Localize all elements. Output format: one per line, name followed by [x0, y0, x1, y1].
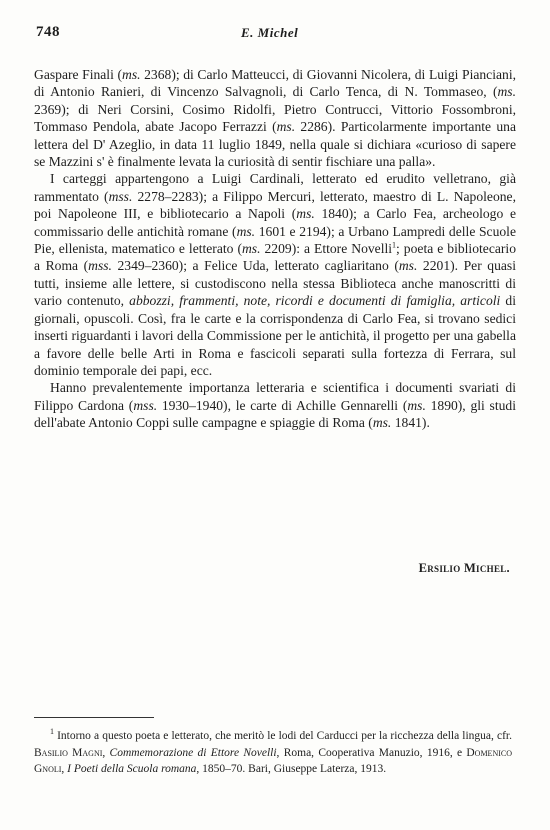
- text-run: , Roma, Cooperativa Manuzio, 1916, e: [276, 746, 467, 759]
- italic-text: ms.: [276, 119, 296, 135]
- footnote-divider: [34, 717, 154, 718]
- italic-text: mss.: [108, 188, 133, 204]
- footnote-marker: 1: [50, 727, 54, 737]
- page-header: [36, 24, 516, 44]
- text-run: Intorno a questo poeta e letterato, che meritò le lodi del Carducci per la ricchezza della lingua, cfr.: [54, 730, 512, 742]
- text-run: 1930–1940), le carte di Achille Gennarelli (: [157, 397, 408, 413]
- italic-text: ms.: [407, 397, 426, 413]
- text-run: 2209): a Ettore Novelli: [260, 241, 393, 257]
- footnote-text: [34, 728, 512, 778]
- italic-text: ms.: [497, 84, 516, 100]
- text-run: ; poeta e bibliotecario a Roma (: [34, 241, 516, 274]
- text-run: 2286). Particolarmente importante una lettera del D' Azeglio, in data 11 luglio 1849, nella quale si dichiara «curioso di sapere se Mazzini s' è finalmente levata la curiosità di sentir fischiare una palla».: [34, 119, 516, 170]
- footnote: [34, 728, 512, 778]
- italic-text: ms.: [296, 206, 315, 222]
- text-run: , 1850–70. Bari, Giuseppe Laterza, 1913.: [196, 763, 387, 775]
- footnote-marker: 1: [392, 240, 397, 250]
- italic-text: ms.: [398, 258, 418, 274]
- paragraph: [34, 379, 516, 431]
- text-run: Gaspare Finali (: [34, 67, 122, 82]
- text-run: I carteggi appartengono a Luigi Cardinali, letterato ed erudito velletrano, già rammentato (: [34, 171, 516, 204]
- small-caps-name: Domenico Gnoli: [34, 746, 512, 775]
- italic-text: mss.: [133, 397, 158, 413]
- small-caps-name: Basilio Magni: [34, 746, 103, 759]
- paragraph: [34, 170, 516, 379]
- text-run: ,: [61, 763, 68, 775]
- text-run: 1601 e 2194); a Urbano Lampredi delle Scuole Pie, ellenista, matematico e letterato (: [34, 223, 516, 257]
- italic-text: ms.: [122, 67, 141, 82]
- text-run: 1890), gli studi dell'abate Antonio Coppi sulle campagne e spiaggie di Roma (: [34, 397, 516, 431]
- italic-text: ms.: [236, 223, 256, 239]
- italic-text: ms.: [372, 415, 392, 431]
- text-run: 2278–2283); a Filippo Mercuri, letterato, maestro di L. Napoleone, poi Napoleone III, e bibliotecario a Napoli (: [34, 188, 516, 222]
- text-run: 2201). Per quasi tutti, insieme alle lettere, si custodiscono nella stessa Biblioteca anche manoscritti di vario contenuto,: [34, 258, 516, 309]
- author-signature: Ersilio Michel.: [418, 561, 510, 575]
- italic-text: abbozzi, frammenti, note, ricordi e documenti di famiglia, articoli: [129, 293, 501, 309]
- text-run: 1841).: [391, 415, 430, 431]
- text-run: Hanno prevalentemente importanza letteraria e scientifica i documenti svariati di Filippo Cardona (: [34, 380, 516, 413]
- text-run: ,: [102, 746, 110, 759]
- italic-text: I Poeti della Scuola romana: [67, 763, 197, 775]
- italic-text: Commemorazione di Ettore Novelli: [109, 746, 277, 759]
- body-text: [34, 66, 516, 432]
- italic-text: mss.: [88, 258, 112, 274]
- text-run: 1840); a Carlo Fea, archeologo e commissario delle antichità romane (: [34, 206, 516, 239]
- italic-text: ms.: [241, 241, 261, 257]
- text-run: 2369); di Neri Corsini, Cosimo Ridolfi, Pietro Contrucci, Vittorio Fossombroni, Tommaso Pendola, abate Jacopo Ferrazzi (: [34, 101, 516, 135]
- text-run: 2368); di Carlo Matteucci, di Giovanni Nicolera, di Luigi Pianciani, di Antonio Ranieri, di Vincenzo Salvagnoli, di Carlo Tenca, di N. Tommaseo, (: [34, 67, 516, 100]
- page-number: 748: [36, 24, 60, 40]
- running-head: E. Michel: [241, 25, 299, 40]
- text-run: 2349–2360); a Felice Uda, letterato cagliaritano (: [111, 258, 399, 274]
- text-run: di giornali, opuscoli. Così, fra le carte e la corrispondenza di Carlo Fea, si trovano sedici inserti riguardanti i lavori della Commissione per le antichità, il progetto per una gabella a favore delle belle Arti in Roma e fascicoli separati sulla fortezza di Ferrara, sul dominio temporale dei papi, ecc.: [34, 293, 516, 378]
- paragraph: [34, 66, 516, 170]
